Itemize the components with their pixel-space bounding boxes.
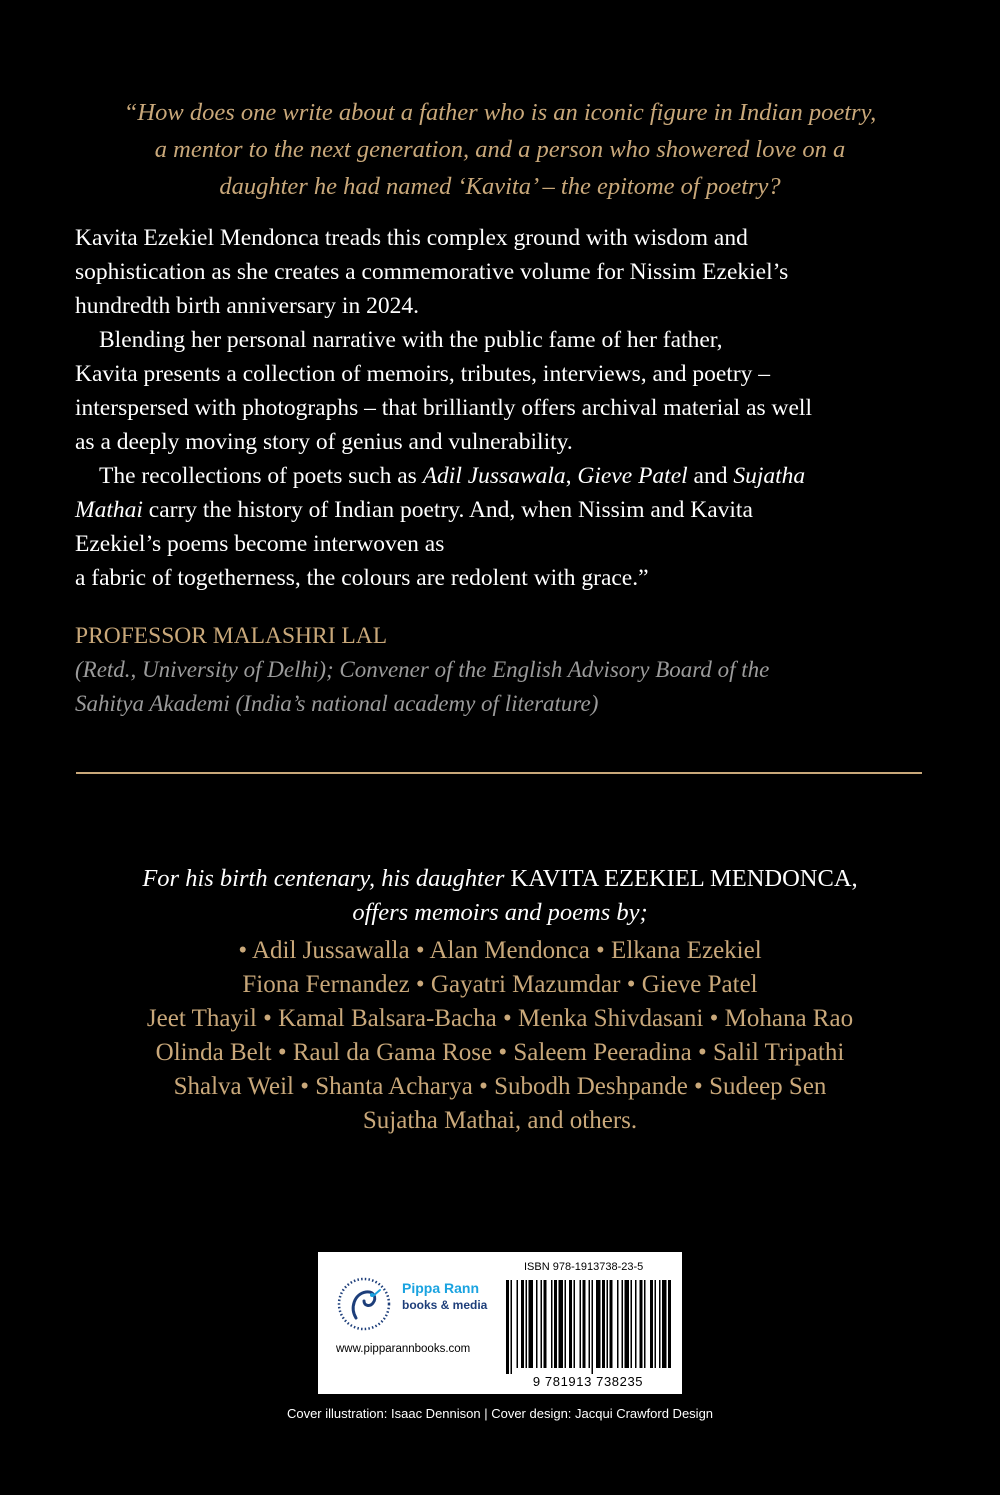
centenary-statement bbox=[50, 862, 950, 930]
blurb-text: The recollections of poets such as bbox=[99, 463, 423, 489]
contributor-line: Fiona Fernandez • Gayatri Mazumdar • Gieve Patel bbox=[242, 971, 758, 998]
blurb-line: Kavita presents a collection of memoirs, tributes, interviews, and poetry – bbox=[75, 361, 771, 387]
barcode-bar bbox=[569, 1280, 572, 1368]
barcode-bar bbox=[602, 1280, 605, 1368]
barcode-bar bbox=[617, 1280, 619, 1368]
barcode-bar bbox=[580, 1280, 582, 1368]
barcode-bar bbox=[559, 1280, 564, 1368]
contributor-line: Olinda Belt • Raul da Gama Rose • Saleem Peeradina • Salil Tripathi bbox=[155, 1039, 845, 1066]
barcode-bar bbox=[583, 1280, 586, 1368]
blurb-line: Kavita Ezekiel Mendonca treads this complex ground with wisdom and bbox=[75, 225, 748, 251]
pull-quote-line: “How does one write about a father who is an iconic figure in Indian poetry, bbox=[123, 99, 877, 126]
blurb-line: as a deeply moving story of genius and vulnerability. bbox=[75, 429, 573, 455]
centenary-line bbox=[50, 862, 950, 896]
endorser-role-line: Sahitya Akademi (India’s national academy of literature) bbox=[75, 691, 599, 716]
barcode-bar bbox=[506, 1280, 509, 1374]
publisher-website: www.pipparannbooks.com bbox=[336, 1343, 471, 1355]
barcode-bar bbox=[544, 1280, 547, 1368]
barcode-bar bbox=[592, 1280, 594, 1374]
poet-name: Sujatha bbox=[733, 463, 806, 489]
publisher-tagline: books & media bbox=[402, 1298, 488, 1312]
isbn-label: ISBN 978-1913738-23-5 bbox=[524, 1261, 644, 1273]
barcode-bar bbox=[610, 1280, 613, 1368]
barcode-bar bbox=[511, 1280, 513, 1374]
blurb-line bbox=[75, 459, 945, 493]
isbn-barcode bbox=[500, 1278, 676, 1390]
barcode-bar bbox=[551, 1280, 553, 1368]
barcode-digits: 9 781913 738235 bbox=[532, 1374, 644, 1389]
poet-name: Mathai bbox=[75, 497, 143, 523]
barcode-bar bbox=[521, 1280, 524, 1368]
blurb-line: sophistication as she creates a commemorative volume for Nissim Ezekiel’s bbox=[75, 259, 789, 285]
barcode-bar bbox=[589, 1280, 591, 1368]
barcode-bar bbox=[529, 1280, 534, 1368]
barcode-bar bbox=[644, 1280, 646, 1368]
contributor-list bbox=[50, 934, 950, 1138]
barcode-bar bbox=[526, 1280, 528, 1368]
endorser-role-line: (Retd., University of Delhi); Convener of the English Advisory Board of the bbox=[75, 657, 770, 682]
barcode-bar bbox=[536, 1280, 538, 1368]
blurb-line: a fabric of togetherness, the colours are redolent with grace.” bbox=[75, 565, 649, 591]
barcode-bar bbox=[565, 1280, 567, 1368]
blurb-line: hundredth birth anniversary in 2024. bbox=[75, 293, 419, 319]
cover-credits: Cover illustration: Isaac Dennison | Cover design: Jacqui Crawford Design bbox=[286, 1406, 714, 1421]
barcode-bar bbox=[607, 1280, 609, 1368]
endorser-name: PROFESSOR MALASHRI LAL bbox=[75, 623, 388, 649]
barcode-bar bbox=[625, 1280, 630, 1368]
author-name: KAVITA EZEKIEL MENDONCA, bbox=[510, 865, 858, 892]
endorser-role bbox=[75, 653, 769, 721]
centenary-intro: For his birth centenary, his daughter bbox=[142, 865, 511, 892]
barcode-bar bbox=[541, 1280, 543, 1368]
contributor-line: Shalva Weil • Shanta Acharya • Subodh Deshpande • Sudeep Sen bbox=[173, 1073, 827, 1100]
barcode-bar bbox=[659, 1280, 661, 1368]
blurb-body bbox=[75, 221, 945, 595]
poet-name: Adil Jussawala bbox=[422, 463, 566, 489]
barcode-bar bbox=[622, 1280, 624, 1368]
barcode-bar bbox=[631, 1280, 633, 1368]
peacock-ring-icon bbox=[336, 1276, 392, 1332]
centenary-line bbox=[50, 896, 950, 930]
contributor-line: Sujatha Mathai, and others. bbox=[362, 1107, 638, 1134]
centenary-outro: offers memoirs and poems by; bbox=[352, 899, 648, 926]
barcode-bar bbox=[574, 1280, 576, 1368]
barcode-panel bbox=[318, 1252, 682, 1394]
barcode-bar bbox=[554, 1280, 557, 1368]
barcode-bar bbox=[640, 1280, 643, 1368]
pull-quote-line: a mentor to the next generation, and a person who showered love on a bbox=[154, 136, 846, 163]
publisher-name: Pippa Rann bbox=[402, 1280, 480, 1296]
poet-name: Gieve Patel bbox=[577, 463, 688, 489]
barcode-bar bbox=[662, 1280, 667, 1368]
barcode-bar bbox=[655, 1280, 657, 1368]
divider bbox=[76, 772, 922, 774]
blurb-line bbox=[75, 493, 945, 527]
pull-quote-line: daughter he had named ‘Kavita’ – the epitome of poetry? bbox=[219, 173, 781, 200]
barcode-bar bbox=[650, 1280, 653, 1368]
blurb-text: carry the history of Indian poetry. And, when Nissim and Kavita bbox=[142, 497, 753, 523]
contributor-line: Jeet Thayil • Kamal Balsara-Bacha • Menka Shivdasani • Mohana Rao bbox=[146, 1005, 854, 1032]
pull-quote bbox=[60, 94, 940, 205]
barcode-bar bbox=[517, 1280, 519, 1368]
blurb-line: Blending her personal narrative with the public fame of her father, bbox=[99, 327, 723, 353]
barcode-bar bbox=[668, 1280, 671, 1368]
blurb-line: interspersed with photographs – that brilliantly offers archival material as well bbox=[75, 395, 812, 421]
barcode-bar bbox=[596, 1280, 601, 1368]
barcode-bar bbox=[635, 1280, 637, 1368]
barcode-bars bbox=[506, 1280, 671, 1374]
contributor-line: • Adil Jussawalla • Alan Mendonca • Elkana Ezekiel bbox=[238, 937, 762, 964]
blurb-text: and bbox=[687, 463, 734, 489]
blurb-line: Ezekiel’s poems become interwoven as bbox=[75, 531, 445, 557]
blurb-text: , bbox=[565, 463, 578, 489]
